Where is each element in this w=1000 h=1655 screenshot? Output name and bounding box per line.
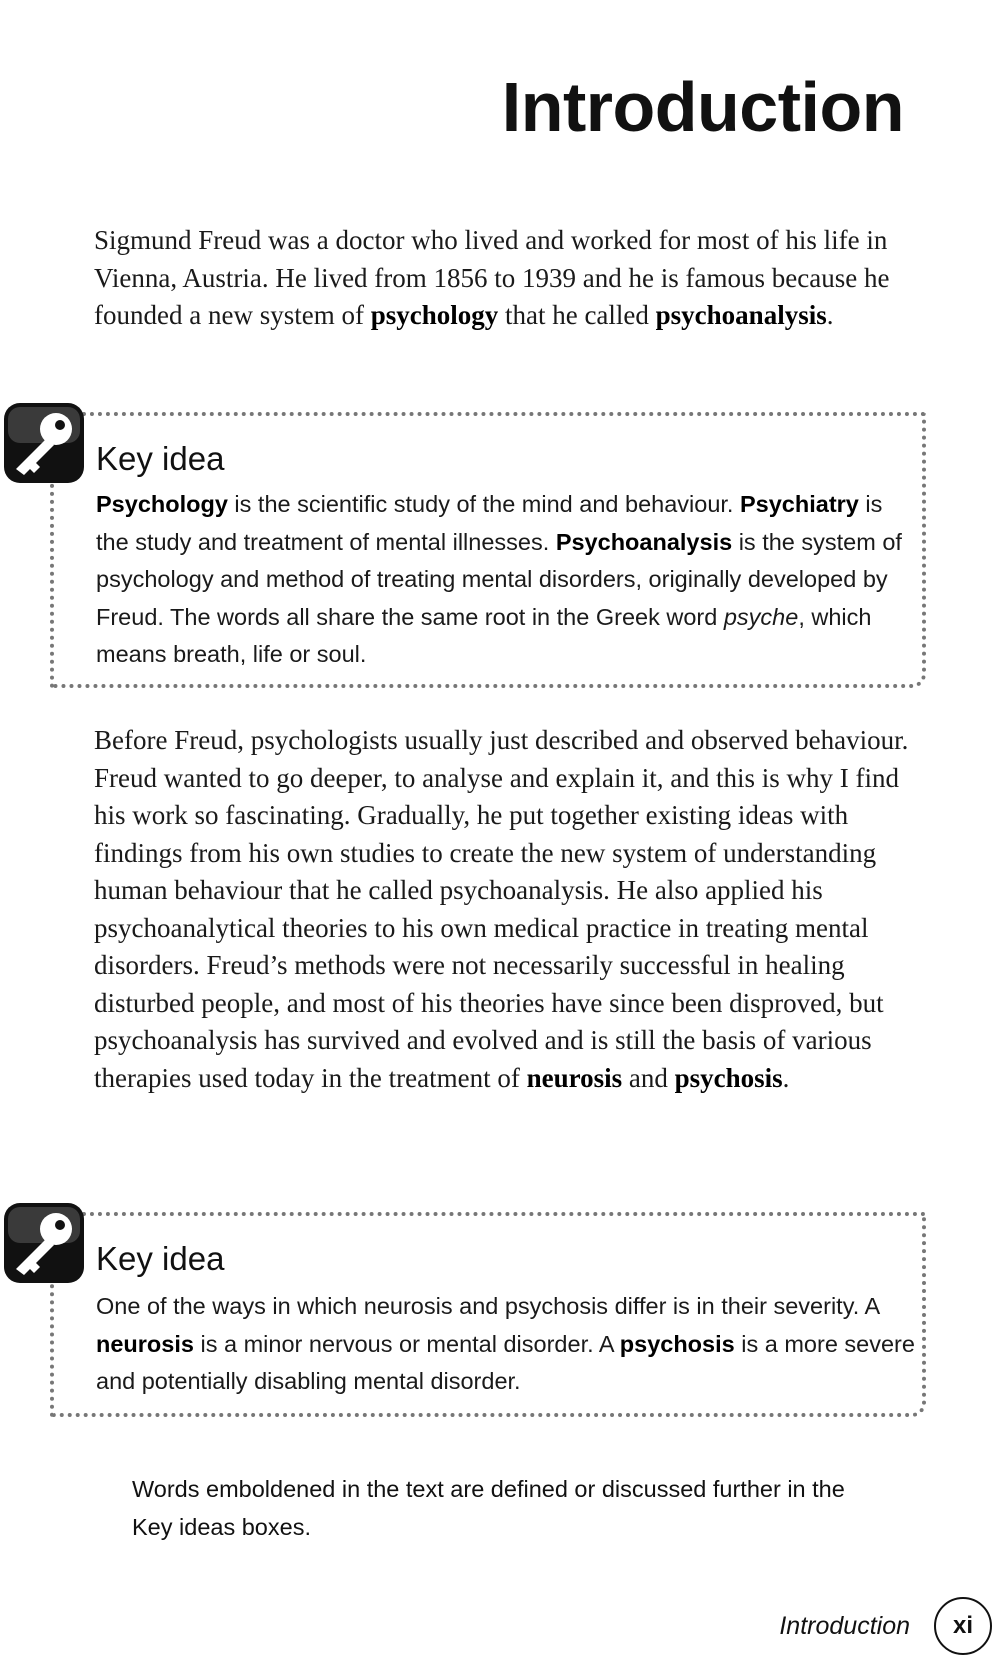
- term-psyche: psyche: [723, 603, 799, 630]
- key-idea-text: One of the ways in which neurosis and psychosis differ is in their severity. A neurosis is a minor nervous or mental disorder. A psychosis is a more severe and potentially disabling mental disorder.: [96, 1293, 915, 1394]
- key-idea-heading: Key idea: [96, 440, 225, 477]
- key-idea-heading: Key idea: [96, 1240, 225, 1277]
- term-psychoanalysis: Psychoanalysis: [555, 528, 733, 555]
- page-title: Introduction: [501, 68, 904, 146]
- term-neurosis: neurosis: [96, 1330, 194, 1357]
- note-text: Words emboldened in the text are defined or discussed further in the Key ideas boxes.: [132, 1476, 845, 1540]
- term-psychosis: psychosis: [674, 1062, 783, 1093]
- page-number: xi: [934, 1597, 992, 1655]
- term-psychology: Psychology: [96, 491, 228, 517]
- term-psychoanalysis: psychoanalysis: [655, 300, 827, 330]
- key-icon: [2, 1201, 86, 1285]
- key-icon: [2, 401, 86, 485]
- term-psychiatry: Psychiatry: [739, 491, 859, 517]
- term-neurosis: neurosis: [526, 1062, 623, 1093]
- footer-section-label: Introduction: [779, 1612, 910, 1640]
- term-psychosis: psychosis: [619, 1330, 735, 1357]
- body-paragraph: Before Freud, psychologists usually just described and observed behaviour. Freud wanted to go deeper, to analyse and explain it, and this is why I find his work so fascinating. Gradually, he put together existing ideas with findings from his own studies to create the new system of understanding human behaviour that he called psychoanalysis. He also applied his psychoanalytical theories to his own medical practice in treating mental disorders. Freud’s methods were not necessarily successful in healing disturbed people, and most of his theories have since been disproved, but psychoanalysis has survived and evolved and is still the basis of various therapies used today in the treatment of neurosis and psychosis.: [94, 725, 909, 1093]
- term-psychology: psychology: [370, 300, 499, 330]
- key-idea-box: [50, 412, 926, 688]
- intro-paragraph: Sigmund Freud was a doctor who lived and worked for most of his life in Vienna, Austria. He lived from 1856 to 1939 and he is famous because he founded a new system of psychology that he called psychoanalysis.: [94, 225, 890, 330]
- key-idea-text: Psychology is the scientific study of the mind and behaviour. Psychiatry is the study and treatment of mental illnesses. Psychoanalysis is the system of psychology and method of treating mental disorders, originally developed by Freud. The words all share the same root in the Greek word psyche, which means breath, life or soul.: [96, 491, 902, 667]
- key-idea-box: [50, 1212, 926, 1417]
